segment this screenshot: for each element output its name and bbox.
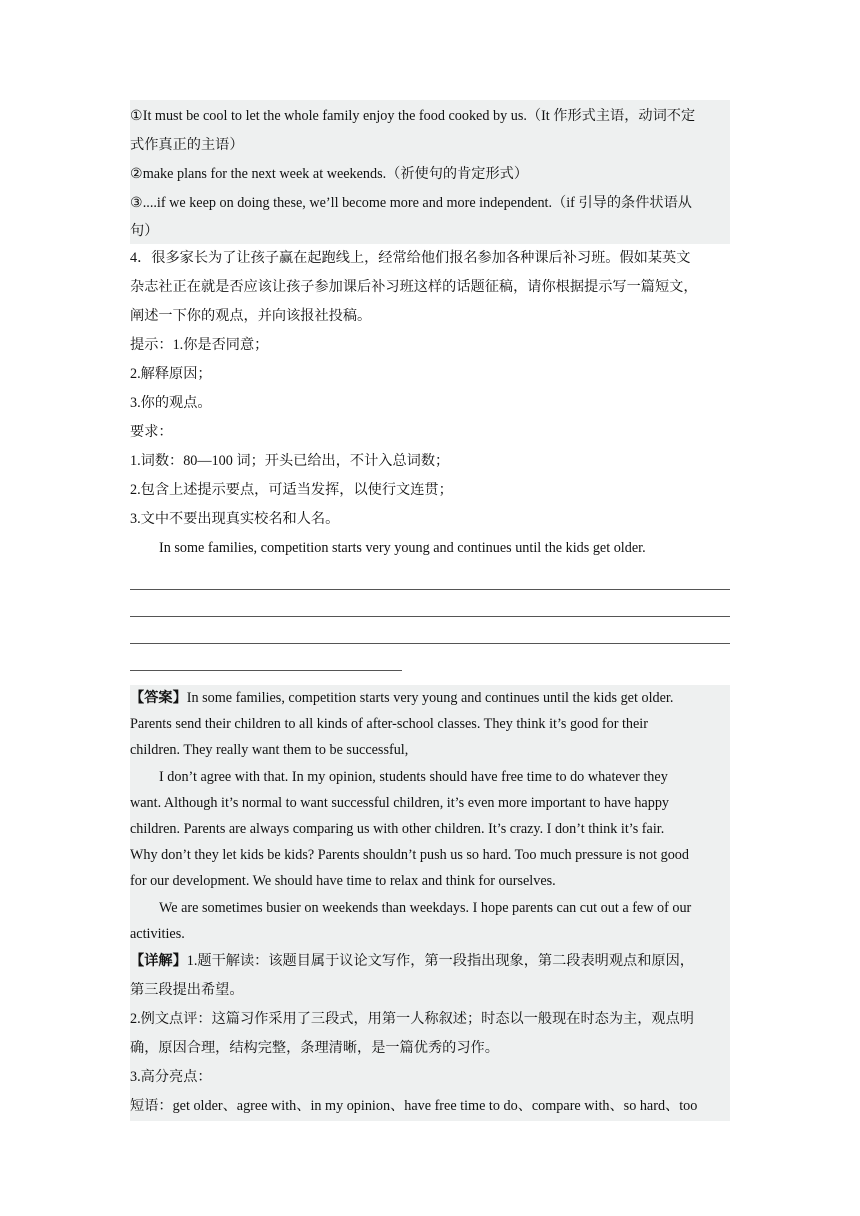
detail-line: 【详解】1.题干解读：该题目属于议论文写作，第一段指出现象，第二段表明观点和原因，: [130, 953, 694, 970]
text-line: ②make plans for the next week at weekends.（祈使句的肯定形式）: [130, 166, 529, 182]
requirement-line: 2.包含上述提示要点，可适当发挥，以使行文连贯；: [130, 482, 453, 498]
answer-line: We are sometimes busier on weekends than weekdays. I hope parents can cut out a few of our: [159, 899, 692, 916]
answer-line: activities.: [130, 925, 185, 942]
requirement-line: 要求：: [130, 424, 173, 440]
detail-line: 第三段提出希望。: [130, 982, 244, 999]
previous-answer-block: [130, 100, 730, 244]
answer-line: children. They really want them to be successful,: [130, 742, 409, 759]
detail-line: 确，原因合理，结构完整，条理清晰，是一篇优秀的习作。: [130, 1040, 499, 1057]
answer-line: Parents send their children to all kinds of after-school classes. They think it’s good for their: [130, 716, 648, 733]
answer-line: for our development. We should have time to relax and think for ourselves.: [130, 873, 556, 890]
writing-line-short: [130, 644, 402, 671]
writing-line: [130, 590, 730, 617]
answer-line: children. Parents are always comparing us with other children. It’s crazy. I don’t think it’s fair.: [130, 821, 665, 838]
writing-line: [130, 617, 730, 644]
essay-opening: In some families, competition starts very young and continues until the kids get older.: [159, 540, 646, 556]
text-line: ①It must be cool to let the whole family enjoy the food cooked by us.（It 作形式主语，动词不定: [130, 108, 696, 124]
detail-line: 2.例文点评：这篇习作采用了三段式，用第一人称叙述；时态以一般现在时态为主，观点明: [130, 1011, 694, 1028]
question-block: [130, 244, 730, 671]
answer-tag: 【答案】: [130, 690, 187, 706]
hint-line: 提示：1.你是否同意；: [130, 337, 269, 353]
question-line: 杂志社正在就是否应该让孩子参加课后补习班这样的话题征稿，请你根据提示写一篇短文，: [130, 279, 698, 295]
hint-line: 3.你的观点。: [130, 395, 212, 411]
answer-line: I don’t agree with that. In my opinion, students should have free time to do whatever they: [159, 768, 668, 785]
detail-tag: 【详解】: [130, 953, 187, 970]
document-page: [130, 100, 730, 1121]
detail-line: 3.高分亮点：: [130, 1069, 212, 1086]
writing-line: [130, 563, 730, 590]
requirement-line: 3.文中不要出现真实校名和人名。: [130, 511, 340, 527]
answer-block: [130, 685, 730, 1121]
requirement-line: 1.词数：80—100 词；开头已给出，不计入总词数；: [130, 453, 450, 469]
answer-line: 【答案】In some families, competition starts very young and continues until the kids get older.: [130, 690, 674, 706]
question-line: 4．很多家长为了让孩子赢在起跑线上，经常给他们报名参加各种课后补习班。假如某英文: [130, 250, 691, 266]
question-line: 阐述一下你的观点，并向该报社投稿。: [130, 308, 372, 324]
text-line: 句）: [130, 223, 159, 239]
text-line: 式作真正的主语）: [130, 137, 244, 153]
detail-line: 短语：get older、agree with、in my opinion、have free time to do、compare with、so hard、too: [130, 1098, 698, 1115]
answer-line: want. Although it’s normal to want successful children, it’s even more important to have happy: [130, 794, 670, 811]
text-line: ③....if we keep on doing these, we’ll become more and more independent.（if 引导的条件状语从: [130, 195, 692, 211]
hint-line: 2.解释原因；: [130, 366, 212, 382]
answer-line: Why don’t they let kids be kids? Parents shouldn’t push us so hard. Too much pressure is not good: [130, 847, 689, 864]
